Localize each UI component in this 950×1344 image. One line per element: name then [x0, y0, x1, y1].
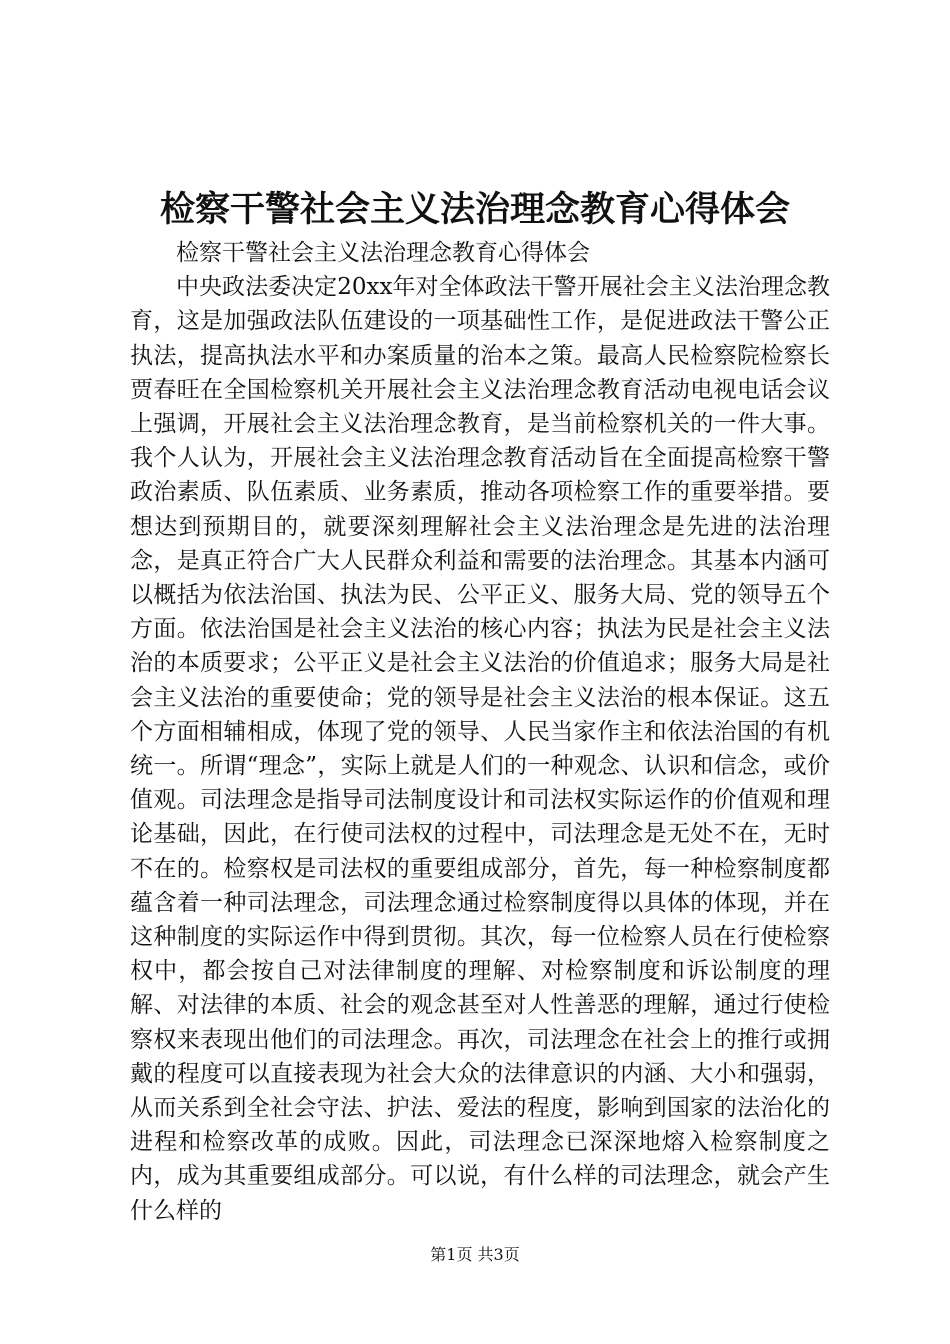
document-subtitle: 检察干警社会主义法治理念教育心得体会 [176, 240, 590, 266]
document-title: 检察干警社会主义法治理念教育心得体会 [159, 189, 790, 230]
page-number-footer: 第1页 共3页 [430, 1245, 520, 1264]
body-paragraph: 中央政法委决定20xx年对全体政法干警开展社会主义法治理念教育，这是加强政法队伍建设的一项基础性工作，是促进政法干警公正执法，提高执法水平和办案质量的治本之策。最高人民检察院检察长贾春旺在全国检察机关开展社会主义法治理念教育活动电视电话会议上强调，开展社会主义法治理念教育，是当前检察机关的一件大事。我个人认为，开展社会主义法治理念教育活动旨在全面提高检察干警政治素质、队伍素质、业务素质，推动各项检察工作的重要举措。要想达到预期目的，就要深刻理解社会主义法治理念是先进的法治理念，是真正符合广大人民群众利益和需要的法治理念。其基本内涵可以概括为依法治国、执法为民、公平正义、服务大局、党的领导五个方面。依法治国是社会主义法治的核心内容；执法为民是社会主义法治的本质要求；公平正义是社会主义法治的价值追求；服务大局是社会主义法治的重要使命；党的领导是社会主义法治的根本保证。这五个方面相辅相成，体现了党的领导、人民当家作主和依法治国的有机统一。所谓“理念”，实际上就是人们的一种观念、认识和信念，或价值观。司法理念是指导司法制度设计和司法权实际运作的价值观和理论基础，因此，在行使司法权的过程中，司法理念是无处不在，无时不在的。检察权是司法权的重要组成部分，首先，每一种检察制度都蕴含着一种司法理念，司法理念通过检察制度得以具体的体现，并在这种制度的实际运作中得到贯彻。其次，每一位检察人员在行使检察权中，都会按自己对法律制度的理解、对检察制度和诉讼制度的理解、对法律的本质、社会的观念甚至对人性善恶的理解，通过行使检察权来表现出他们的司法理念。再次，司法理念在社会上的推行或拥戴的程度可以直接表现为社会大众的法律意识的内涵、大小和强弱，从而关系到全社会守法、护法、爱法的程度，影响到国家的法治化的进程和检察改革的成败。因此，司法理念已深深地熔入检察制度之内，成为其重要组成部分。可以说，有什么样的司法理念，就会产生什么样的 [130, 274, 830, 1224]
document-body [130, 236, 830, 1228]
